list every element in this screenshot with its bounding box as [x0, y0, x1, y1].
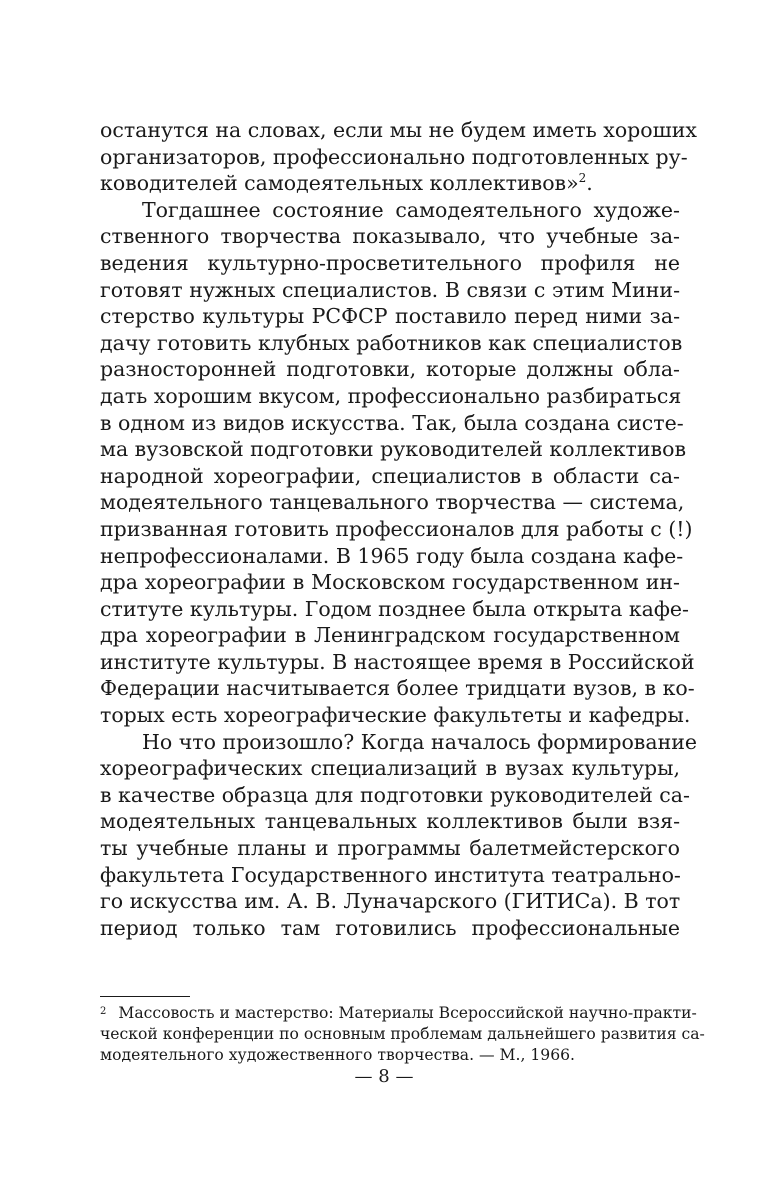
footnote-divider [100, 996, 190, 997]
footnote-line-2: ческой конференции по основным проблемам дальнейшего развития са- [100, 1025, 705, 1043]
paragraph-3-line-8: период только там готовились профессиональные [100, 915, 680, 940]
paragraph-2-line-12: модеятельного танцевального творчества — система, [100, 490, 685, 515]
footnote-line-1 [100, 1003, 697, 1024]
paragraph-2-line-2: ственного творчества показывало, что учебные за- [100, 224, 680, 249]
paragraph-3-line-6: факультета Государственного института театрально- [100, 862, 681, 887]
paragraph-2-line-3: ведения культурно-просветительного профиля не [100, 250, 680, 275]
footnote-reference[interactable]: 2 [578, 171, 587, 186]
page-body [100, 117, 698, 941]
paragraph-2-line-11: народной хореографии, специалистов в области са- [100, 463, 680, 488]
paragraph-2-line-6: дачу готовить клубных работников как специалистов [100, 330, 683, 355]
paragraph-2-line-5: стерство культуры РСФСР поставило перед ними за- [100, 304, 680, 329]
paragraph-3-line-4: модеятельных танцевальных коллективов были взя- [100, 809, 680, 834]
paragraph-1-line-3-text: ководителей самодеятельных коллективов» [100, 171, 579, 196]
footnote-number: 2 [100, 1006, 107, 1017]
footnote-line-1-text: Массовость и мастерство: Материалы Всероссийской научно-практи- [118, 1004, 697, 1022]
paragraph-3-line-5: ты учебные планы и программы балетмейстерского [100, 836, 680, 861]
paragraph-2-line-1: Тогдашнее состояние самодеятельного художе- [142, 197, 680, 222]
paragraph-2-line-19: Федерации насчитывается более тридцати вузов, в ко- [100, 676, 695, 701]
page-number: — 8 — [354, 1066, 414, 1087]
paragraph-3-line-2: хореографических специализаций в вузах культуры, [100, 756, 680, 781]
paragraph-2-line-15: дра хореографии в Московском государственном ин- [100, 570, 680, 595]
paragraph-1-line-3: ководителей самодеятельных коллективов»$^2$. [100, 171, 593, 196]
paragraph-3-line-7: го искусства им. А. В. Луначарского (ГИТИСа). В тот [100, 889, 681, 914]
paragraph-2-line-18: институте культуры. В настоящее время в Российской [100, 649, 695, 674]
paragraph-2-line-13: призванная готовить профессионалов для работы с (!) [100, 516, 693, 541]
paragraph-2-line-9: в одном из видов искусства. Так, была создана систе- [100, 410, 684, 435]
footnote [100, 1003, 705, 1066]
main-text [100, 117, 698, 941]
paragraph-2-line-7: разносторонней подготовки, которые должны обла- [100, 357, 680, 382]
paragraph-2-line-16: ституте культуры. Годом позднее была открыта кафе- [100, 596, 689, 621]
paragraph-1-line-2: организаторов, профессионально подготовленных ру- [100, 144, 688, 169]
paragraph-2-line-8: дать хорошим вкусом, профессионально разбираться [100, 383, 682, 408]
paragraph-1-line-1: останутся на словах, если мы не будем иметь хороших [100, 118, 697, 142]
paragraph-3-line-3: в качестве образца для подготовки руководителей са- [100, 782, 690, 807]
footnote-line-3: модеятельного художественного творчества. — М., 1966. [100, 1046, 576, 1064]
paragraph-2-line-17: дра хореографии в Ленинградском государственном [100, 623, 680, 648]
paragraph-3-line-1: Но что произошло? Когда началось формирование [142, 729, 698, 754]
paragraph-2-line-20: торых есть хореографические факультеты и кафедры. [100, 703, 691, 728]
paragraph-2-line-14: непрофессионалами. В 1965 году была создана кафе- [100, 543, 684, 568]
paragraph-2-line-4: готовят нужных специалистов. В связи с этим Мини- [100, 277, 680, 302]
paragraph-2-line-10: ма вузовской подготовки руководителей коллективов [100, 437, 686, 462]
